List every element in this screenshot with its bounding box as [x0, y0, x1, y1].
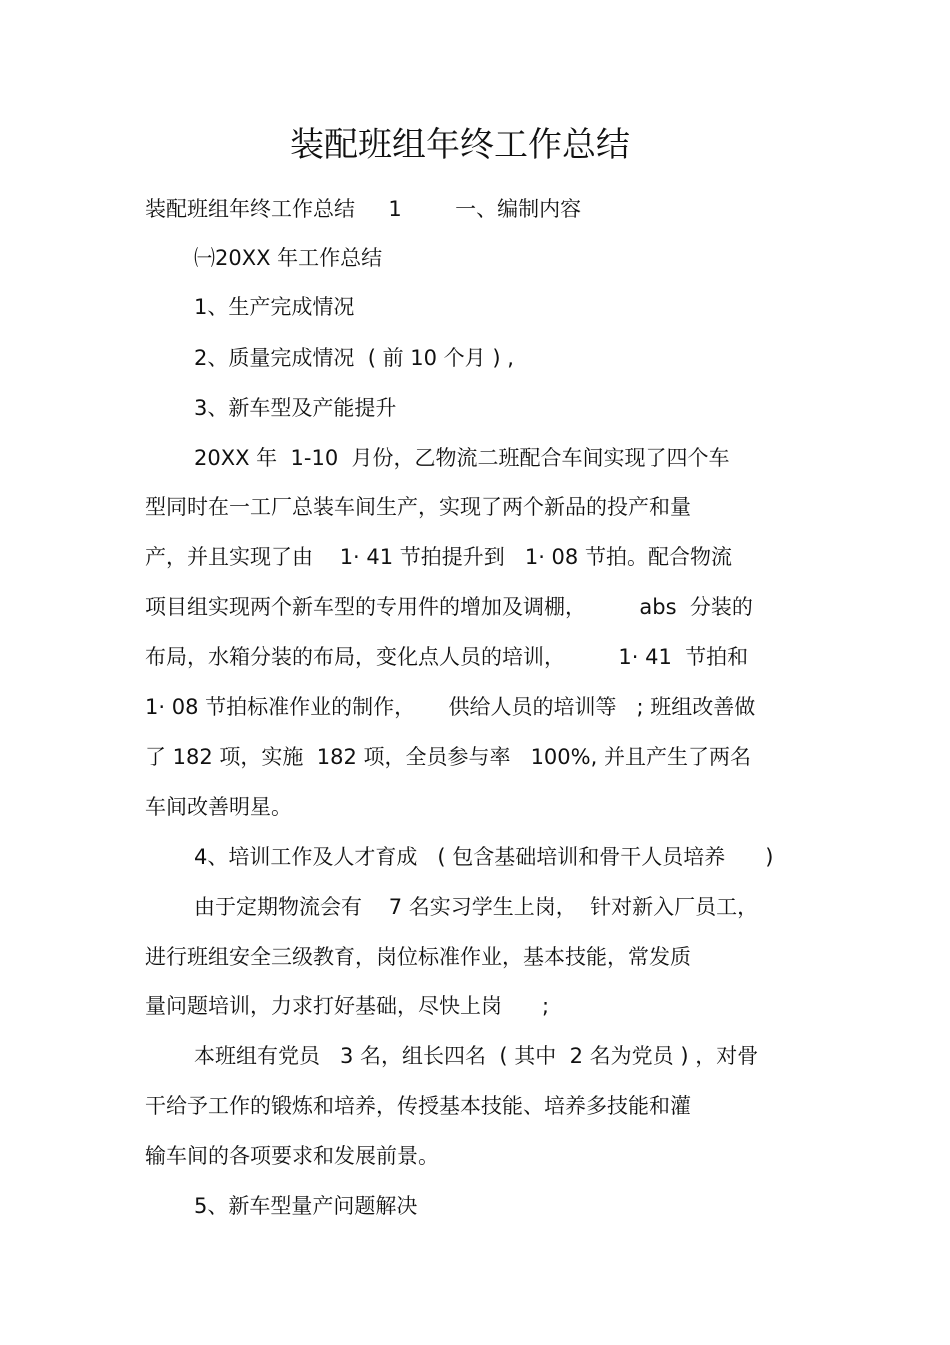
text-line: 20XX 年 1-10 月份，乙物流二班配合车间实现了四个车: [194, 446, 730, 470]
text-line: 了 182 项，实施 182 项，全员参与率 100%, 并且产生了两名: [145, 745, 751, 769]
text-line: 车间改善明星。: [145, 795, 292, 819]
text-line: 布局，水箱分装的布局，变化点人员的培训， 1· 41 节拍和: [145, 645, 749, 669]
text-line: 产，并且实现了由 1· 41 节拍提升到 1· 08 节拍。配合物流: [145, 545, 732, 569]
text-line: 5、新车型量产问题解决: [194, 1194, 418, 1218]
text-line: 2、质量完成情况 ( 前 10 个月 ) ,: [194, 346, 514, 370]
text-line: 4、培训工作及人才育成 ( 包含基础培训和骨干人员培养 ): [194, 845, 774, 869]
text-line: 装配班组年终工作总结 1 一、编制内容: [145, 197, 582, 221]
text-line: 3、新车型及产能提升: [194, 396, 397, 420]
document-title: 装配班组年终工作总结: [290, 125, 630, 165]
text-line: 干给予工作的锻炼和培养，传授基本技能、培养多技能和灌: [145, 1094, 691, 1118]
text-line: 本班组有党员 3 名，组长四名 ( 其中 2 名为党员 ) ，对骨: [194, 1044, 759, 1068]
text-line: 1· 08 节拍标准作业的制作， 供给人员的培训等 ; 班组改善做: [145, 695, 756, 719]
text-line: 1、生产完成情况: [194, 295, 355, 319]
text-line: ㈠20XX 年工作总结: [194, 246, 383, 270]
text-line: 量问题培训，力求打好基础，尽快上岗 ;: [145, 994, 550, 1018]
text-line: 由于定期物流会有 7 名实习学生上岗， 针对新入厂员工，: [194, 895, 759, 919]
text-line: 输车间的各项要求和发展前景。: [145, 1144, 439, 1168]
text-line: 进行班组安全三级教育，岗位标准作业，基本技能，常发质: [145, 945, 691, 969]
text-line: 型同时在一工厂总装车间生产，实现了两个新品的投产和量: [145, 495, 691, 519]
text-line: 项目组实现两个新车型的专用件的增加及调棚， abs 分装的: [145, 595, 753, 619]
